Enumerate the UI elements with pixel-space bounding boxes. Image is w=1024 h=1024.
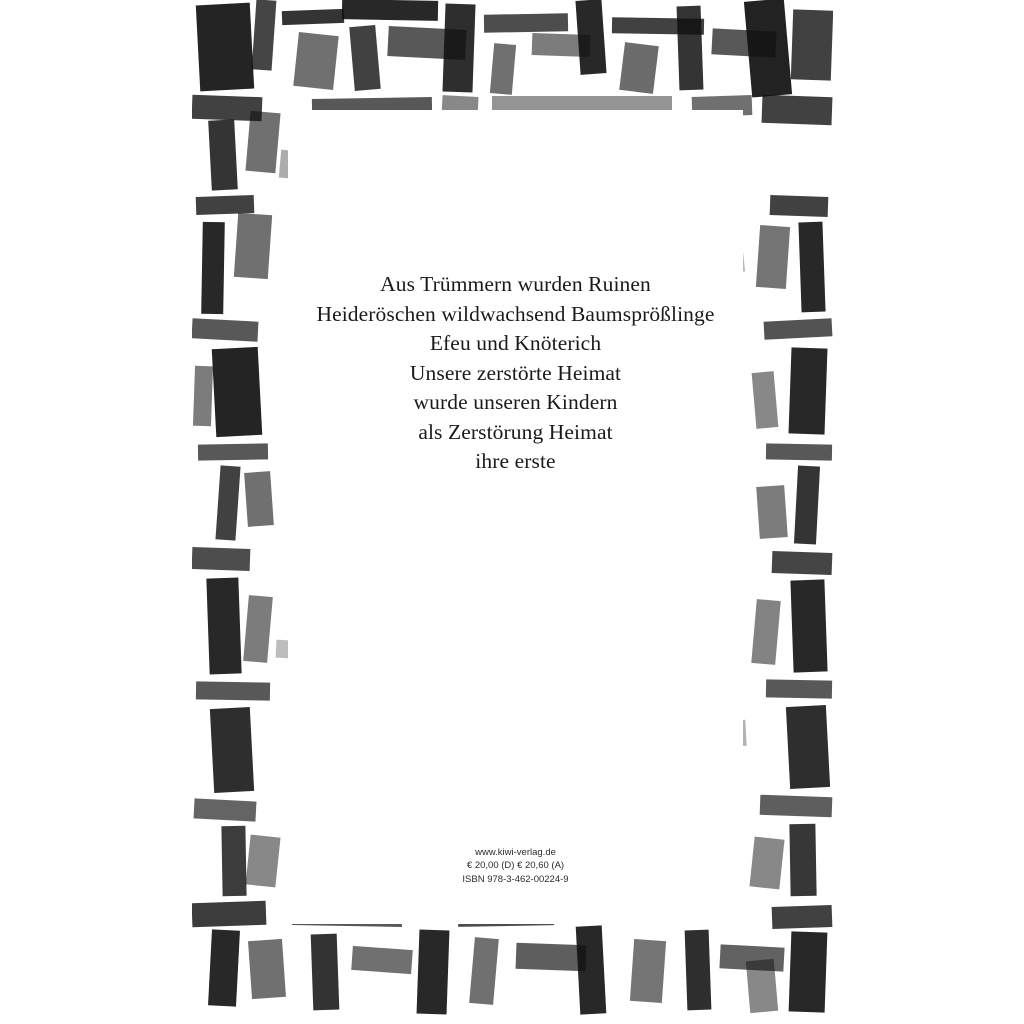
brush-stroke [749,837,784,890]
brush-stroke [351,946,413,974]
poem-line: Efeu und Knöterich [429,331,602,355]
brush-stroke [790,579,827,672]
brush-stroke [786,705,830,789]
brush-stroke [206,577,241,674]
brush-stroke [751,599,780,665]
brush-stroke [752,371,779,429]
brush-stroke [349,25,380,91]
brush-stroke [243,595,273,663]
poem-line: Aus Trümmern wurden Ruinen [380,272,651,296]
brush-stroke [770,195,829,217]
poem-line: wurde unseren Kindern [413,390,618,414]
brush-stroke [442,4,475,93]
brush-stroke [234,213,272,279]
poem-line: ihre erste [475,449,556,473]
brush-stroke [766,443,832,460]
brush-stroke [469,937,499,1005]
poem-line: Unsere zerstörte Heimat [409,360,622,385]
brush-stroke [772,551,833,575]
brush-stroke [208,929,240,1006]
brush-stroke [192,318,258,341]
brush-stroke [208,119,238,190]
brush-stroke [760,795,833,818]
brush-stroke [791,9,833,80]
brush-stroke [789,931,828,1012]
brush-stroke [789,347,828,434]
brush-stroke [766,679,832,698]
brush-stroke [244,471,274,527]
brush-stroke [619,42,659,94]
brush-stroke [772,905,833,929]
brush-stroke [196,3,254,92]
brush-stroke [484,13,568,32]
poem-line: als Zerstörung Heimat [418,419,613,444]
isbn-line: ISBN 978-3-462-00224-9 [462,873,569,885]
publisher-website: www.kiwi-verlag.de [475,846,556,858]
book-back-cover [192,0,833,1024]
brush-stroke [212,347,263,437]
brush-stroke [744,0,792,98]
brush-stroke [746,959,778,1013]
brush-stroke [575,0,606,75]
brush-stroke [762,95,833,125]
brush-stroke [282,9,344,25]
brush-stroke [221,826,246,896]
brush-stroke [794,465,820,544]
brush-stroke [576,925,607,1014]
brush-stroke [192,547,250,571]
brush-stroke [798,222,825,313]
brush-stroke [245,835,280,888]
brush-stroke [196,195,255,215]
brush-stroke [192,901,266,928]
brush-stroke [196,681,270,700]
brush-stroke [201,222,225,314]
brush-stroke [342,0,438,21]
imprint-block [288,846,743,887]
brush-stroke [252,0,277,71]
brush-stroke [490,43,516,95]
cover-text-panel [288,110,743,924]
brush-stroke [311,934,340,1011]
brush-stroke [756,225,790,289]
brush-stroke [210,707,254,793]
brush-stroke [764,318,833,340]
price-line: € 20,00 (D) € 20,60 (A) [466,860,565,871]
brush-stroke [417,930,450,1015]
brush-stroke [248,939,286,999]
brush-stroke [293,32,338,90]
brush-stroke [193,366,213,427]
brush-stroke [245,111,280,173]
brush-stroke [198,443,268,460]
brush-stroke [789,824,816,896]
brush-stroke [492,96,672,110]
poem-line: Heideröschen wildwachsend Baumsprößlinge [316,301,715,326]
brush-stroke [194,798,257,821]
brush-stroke [685,930,712,1011]
brush-stroke [630,939,666,1003]
brush-stroke [756,485,788,539]
brush-stroke [215,465,240,540]
brush-stroke [677,6,704,91]
poem-block [288,270,743,477]
